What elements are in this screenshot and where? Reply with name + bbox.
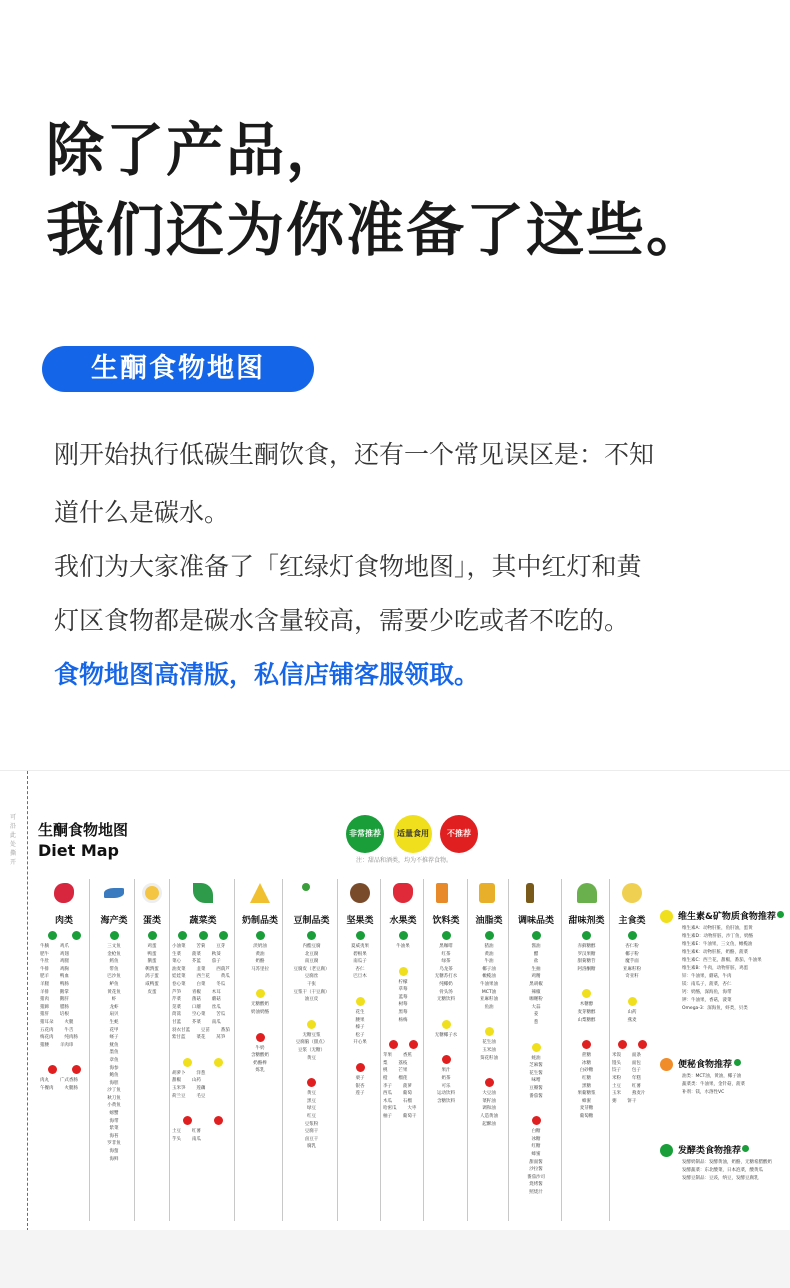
column-items-green: 赤藓糖醇 罗汉果糖 甜菊糖苷 阿洛酮糖 <box>577 944 596 972</box>
nut-icon <box>350 883 370 903</box>
side-panel-text: 维生素A：动物肝脏，鱼肝油，蛋黄 维生素D：动物肝脏，沙丁鱼，奶酪 维生素E：牛油果，三文鱼，橄榄油 维生素K：动物肝脏，奶酪，菠菜 维生素C：西兰花，甜椒，番茄，牛油果 维生素B：牛肉，动物肝脏，鸡蛋 锌：牛油果，蘑菇，牛肉 镁：南瓜子，菠菜，杏仁 钙：奶酪，深海鱼，海带 钾：牛油果，香菇，菠菜 Omega-3：深海鱼，虾类，贝类 <box>682 926 762 1011</box>
column-items-red: 米饭 面条 馒头 面包 饺子 包子 米粉 年糕 土豆 红薯 玉米 燕麦片 粥 饼干 <box>612 1053 646 1104</box>
map-title-en: Diet Map <box>38 841 120 860</box>
legend-recommended: 非常推荐 <box>346 815 384 853</box>
headline-line-2: 我们还为你准备了这些。 <box>46 196 707 264</box>
red-dot <box>72 1065 81 1074</box>
column-items-red: 牛奶 含糖酸奶 奶酪棒 炼乳 <box>251 1045 269 1074</box>
column-title-3: 蔬菜类 <box>189 916 217 926</box>
column-items-green: 淡奶油 黄油 奶酪 马苏里拉 <box>251 944 269 972</box>
map-title-cn: 生酮食物地图 <box>38 821 129 839</box>
green-dot <box>178 931 187 940</box>
red-dot <box>532 1116 541 1125</box>
green-dot <box>628 931 637 940</box>
red-dot <box>307 1078 316 1087</box>
column-items-green: 酱油 醋 盐 生抽 鸡精 黑胡椒 辣椒 咖喱粉 大蒜 姜 葱 <box>529 944 543 1025</box>
column-divider <box>467 879 468 1221</box>
bottle-icon <box>526 883 534 903</box>
legend-note: 注：甜品和酒类，均为不推荐食物。 <box>356 857 453 864</box>
cheese-icon <box>250 883 270 903</box>
column-items-yellow: 木糖醇 麦芽糖醇 山梨糖醇 <box>577 1002 596 1023</box>
column-items-yellow: 蚝油 芝麻酱 花生酱 味噌 豆瓣酱 番茄酱 <box>529 1055 543 1099</box>
column-title-12: 主食类 <box>618 916 646 926</box>
column-items-green: 猪油 黄油 牛油 椰子油 橄榄油 牛油果油 MCT油 亚麻籽油 鱼油 <box>480 944 498 1010</box>
section-pill: 生酮食物地图 <box>42 346 314 392</box>
side-panel-text: 发酵奶制品：发酵黄油，奶酪，无糖希腊酸奶 发酵蔬菜：东北酸菜，日本泡菜，酸黄瓜 发酵豆制品：豆豉，纳豆，发酵豆腐乳 <box>682 1160 772 1181</box>
column-items-red: 白糖 冰糖 红糖 蜂蜜 甜面酱 沙拉酱 番茄沙司 烧烤酱 照烧汁 <box>527 1129 545 1195</box>
green-dot <box>219 931 228 940</box>
column-title-11: 甜味剂类 <box>568 916 605 926</box>
column-title-9: 油脂类 <box>475 916 503 926</box>
rice-icon <box>622 883 642 903</box>
column-items-red: 黄豆 黑豆 绿豆 红豆 豆浆粉 豆腐干 卤豆干 腐乳 <box>304 1091 319 1150</box>
side-panel-title: 维生素&矿物质食物推荐 <box>678 912 776 922</box>
column-items-red: 土豆 红薯 芋头 南瓜 <box>172 1129 201 1142</box>
green-dot <box>532 931 541 940</box>
paragraph-line-2: 道什么是碳水。 <box>54 498 230 527</box>
meat-icon <box>54 883 74 903</box>
column-items-yellow: 花生 腰果 榛子 松子 开心果 <box>353 1010 367 1046</box>
column-items-yellow: 胡萝卜 洋葱 甜椒 山药 玉米笋 莲藕 荷兰豆 毛豆 <box>172 1070 206 1099</box>
yellow-dot <box>256 989 265 998</box>
jar-icon <box>479 883 495 903</box>
red-dot <box>214 1116 223 1125</box>
yellow-dot <box>214 1058 223 1067</box>
yellow-dot <box>356 997 365 1006</box>
column-items-green: 牛腩 鸡爪 肥牛 鸡翅 牛肚 鸡腿 牛排 鸡胸 肥羊 鸭血 羊腿 鸭肠 羊排 鹅掌 猪肉 鹅肝 猪蹄 腊肠 猪肝 培根 猪耳朵 火腿 五花肉 牛舌 梅花肉 纯肉肠 猪腰 羊肉串 <box>40 944 78 1048</box>
sweetener-icon <box>577 883 597 903</box>
column-title-6: 坚果类 <box>346 916 374 926</box>
column-divider <box>508 879 509 1221</box>
yellow-dot <box>307 1020 316 1029</box>
legend-moderate: 适量食用 <box>394 815 432 853</box>
yellow-dot <box>485 1027 494 1036</box>
column-divider <box>609 879 610 1221</box>
side-panel-text: 油类：MCT油，黄油，椰子油 蔬菜类：牛油果，金针菇，菠菜 补剂：镁，水溶性VC <box>682 1074 745 1095</box>
egg-icon <box>142 883 162 903</box>
green-dot <box>48 931 57 940</box>
column-title-4: 奶制品类 <box>241 916 278 926</box>
red-dot <box>442 1055 451 1064</box>
yellow-dot <box>399 967 408 976</box>
green-dot <box>256 931 265 940</box>
column-title-1: 海产类 <box>100 916 128 926</box>
green-dot <box>307 931 316 940</box>
column-divider <box>380 879 381 1221</box>
column-title-8: 饮料类 <box>432 916 460 926</box>
column-items-green: 三文鱼 金枪鱼 鳕鱼 带鱼 巴沙鱼 鲈鱼 黄花鱼 虾 龙虾 扇贝 生蚝 花甲 蛏子 鱿鱼 墨鱼 章鱼 海参 鲍鱼 海胆 沙丁鱼 秋刀鱼 小黄鱼 螃蟹 海带 紫菜 海苔 罗非鱼 海蜇 海鲜 <box>107 944 121 1162</box>
column-title-2: 蛋类 <box>142 916 161 926</box>
headline-line-1: 除了产品， <box>46 116 347 184</box>
side-panel-title: 发酵类食物推荐 <box>678 1146 742 1156</box>
red-dot <box>48 1065 57 1074</box>
red-dot <box>582 1040 591 1049</box>
side-panel-icon <box>660 1058 673 1071</box>
column-items-yellow: 无糖酸奶 奶油奶酪 <box>251 1002 269 1015</box>
column-items-green: 内酯豆腐 北豆腐 南豆腐 豆腐皮（老豆腐） 豆腐丝 干张 豆浆干（干豆腐） 油豆皮 <box>293 944 330 1003</box>
legend-not-recommended: 不推荐 <box>440 815 478 853</box>
headline <box>46 110 766 270</box>
column-title-5: 豆制品类 <box>293 916 330 926</box>
side-panel-icon <box>660 910 673 923</box>
column-items-green: 夏威夷果 碧根果 南瓜子 杏仁 巴旦木 <box>351 944 369 980</box>
yellow-dot <box>582 989 591 998</box>
column-divider <box>423 879 424 1221</box>
column-items-yellow: 柠檬 草莓 蓝莓 树莓 黑莓 杨梅 <box>398 979 408 1023</box>
column-items-red: 大豆油 菜籽油 调和油 人造黄油 起酥油 <box>480 1091 498 1127</box>
fish-icon <box>104 888 124 898</box>
cut-line <box>27 771 28 1231</box>
red-dot <box>409 1040 418 1049</box>
strawberry-icon <box>393 883 413 903</box>
red-dot <box>389 1040 398 1049</box>
green-dot <box>442 931 451 940</box>
green-dot <box>582 931 591 940</box>
green-dot <box>356 931 365 940</box>
side-panel-icon <box>660 1144 673 1157</box>
paragraph-line-4: 灯区食物都是碳水含量较高，需要少吃或者不吃的。 <box>54 606 630 635</box>
paragraph-line-3: 我们为大家准备了「红绿灯食物地图」，其中红灯和黄 <box>54 552 642 581</box>
column-items-green: 小油菜 苦菊 豆芽 生菜 菠菜 秋葵 菜心 芥蓝 茄子 油麦菜 韭菜 西葫芦 娃娃菜 西兰花 黄瓜 卷心菜 白菜 冬瓜 芦笋 青椒 木耳 芹菜 菌菇 蘑菇 苋菜 口蘑 丝瓜 茼蒿 空心菜 苦瓜 甘蓝 芥菜 南瓜 羽衣甘蓝 豆苗 番茄 紫甘蓝 菜花 莴笋 <box>172 944 230 1041</box>
drink-icon <box>436 883 448 903</box>
column-items-yellow: 山药 燕麦 <box>627 1010 637 1023</box>
column-title-0: 肉类 <box>54 916 73 926</box>
red-dot <box>356 1063 365 1072</box>
red-dot <box>485 1078 494 1087</box>
column-items-red: 肉丸 广式香肠 午餐肉 火腿肠 <box>40 1078 78 1091</box>
column-items-green: 鸡蛋 鸭蛋 鹅蛋 鹌鹑蛋 鸽子蛋 咸鸭蛋 皮蛋 <box>145 944 159 995</box>
column-items-yellow: 无糖椰子水 <box>434 1032 458 1038</box>
column-items-green: 牛油果 <box>396 944 410 949</box>
column-items-yellow: 花生油 玉米油 葵花籽油 <box>480 1040 498 1061</box>
bean-icon <box>302 883 310 891</box>
column-title-7: 水果类 <box>389 916 417 926</box>
column-divider <box>89 879 90 1221</box>
column-divider <box>234 879 235 1221</box>
column-items-yellow: 无糖豆浆 豆腐脑（甜点） 豆浆（无糖） 黄豆 <box>295 1032 328 1061</box>
yellow-dot <box>442 1020 451 1029</box>
side-panel-dot <box>777 911 784 918</box>
column-items-red: 苹果 香蕉 梨 荔枝 桃 芒果 橙 榴莲 李子 菠萝 西瓜 葡萄 木瓜 石榴 哈密瓜 大枣 柚子 葡萄干 <box>383 1053 417 1119</box>
column-items-red: 蔗糖 冰糖 白砂糖 红糖 黑糖 果葡糖浆 蜂蜜 麦芽糖 葡萄糖 <box>577 1053 596 1119</box>
side-panel-title: 便秘食物推荐 <box>678 1060 733 1070</box>
red-dot <box>618 1040 627 1049</box>
green-dot <box>72 931 81 940</box>
red-dot <box>256 1033 265 1042</box>
red-dot <box>183 1116 192 1125</box>
side-panel-dot <box>742 1145 749 1152</box>
green-dot <box>199 931 208 940</box>
paragraph-line-1: 刚开始执行低碳生酮饮食，还有一个常见误区是：不知 <box>54 440 655 469</box>
highlight-text: 食物地图高清版，私信店铺客服领取。 <box>54 660 480 689</box>
side-panel-dot <box>734 1059 741 1066</box>
green-dot <box>148 931 157 940</box>
green-dot <box>399 931 408 940</box>
yellow-dot <box>532 1043 541 1052</box>
column-items-red: 栗子 银杏 莲子 <box>355 1076 365 1097</box>
column-title-10: 调味品类 <box>517 916 554 926</box>
column-items-green: 黑咖啡 红茶 绿茶 乌龙茶 无糖苏打水 纯椰奶 骨头汤 无糖饮料 <box>434 944 458 1003</box>
column-divider <box>169 879 170 1221</box>
column-divider <box>561 879 562 1221</box>
column-items-red: 果汁 奶茶 可乐 运动饮料 含糖饮料 <box>437 1068 455 1104</box>
red-dot <box>638 1040 647 1049</box>
green-dot <box>485 931 494 940</box>
yellow-dot <box>628 997 637 1006</box>
leaf-icon <box>193 883 213 903</box>
bottom-strip <box>0 1230 790 1288</box>
yellow-dot <box>183 1058 192 1067</box>
column-items-green: 杏仁粉 椰子粉 魔芋面 亚麻籽粉 奇亚籽 <box>623 944 641 980</box>
tear-note: 可沿此处撕开 <box>10 814 17 866</box>
diet-map <box>0 770 790 1230</box>
green-dot <box>110 931 119 940</box>
